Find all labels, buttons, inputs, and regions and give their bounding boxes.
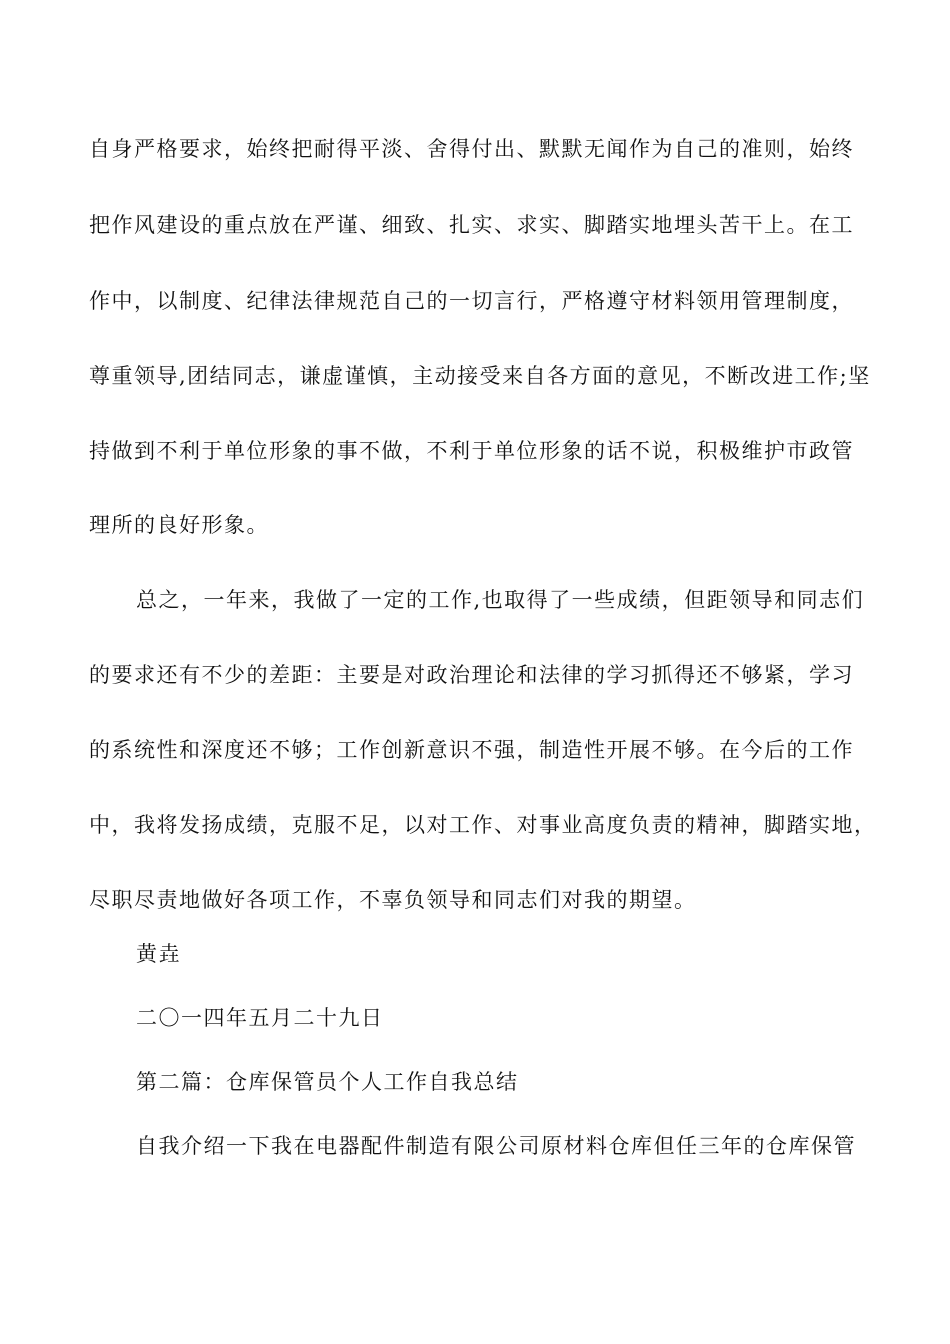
paragraph-line: 尽职尽责地做好各项工作，不辜负领导和同志们对我的期望。: [89, 888, 697, 912]
paragraph-line: 自身严格要求，始终把耐得平淡、舍得付出、默默无闻作为自己的准则，始终: [89, 137, 854, 161]
paragraph-line: 自我介绍一下我在电器配件制造有限公司原材料仓库但任三年的仓库保管: [136, 1134, 856, 1158]
paragraph-line: 持做到不利于单位形象的事不做，不利于单位形象的话不说，积极维护市政管: [89, 439, 854, 463]
paragraph-line: 作中，以制度、纪律法律规范自己的一切言行，严格遵守材料领用管理制度，: [89, 289, 854, 313]
signature-date: 二〇一四年五月二十九日: [136, 1006, 384, 1030]
paragraph-line: 的要求还有不少的差距：主要是对政治理论和法律的学习抓得还不够紧，学习: [89, 663, 854, 687]
signature-name: 黄垚: [136, 942, 181, 966]
section-heading: 第二篇：仓库保管员个人工作自我总结: [136, 1070, 519, 1094]
paragraph-line: 中，我将发扬成绩，克服不足，以对工作、对事业高度负责的精神，脚踏实地，: [89, 813, 877, 837]
paragraph-line: 的系统性和深度还不够；工作创新意识不强，制造性开展不够。在今后的工作: [89, 738, 854, 762]
paragraph-line: 总之，一年来，我做了一定的工作,也取得了一些成绩，但距领导和同志们: [136, 588, 865, 612]
paragraph-line: 理所的良好形象。: [89, 513, 269, 537]
paragraph-line: 尊重领导,团结同志，谦虚谨慎，主动接受来自各方面的意见，不断改进工作;坚: [89, 364, 871, 388]
paragraph-line: 把作风建设的重点放在严谨、细致、扎实、求实、脚踏实地埋头苦干上。在工: [89, 213, 854, 237]
